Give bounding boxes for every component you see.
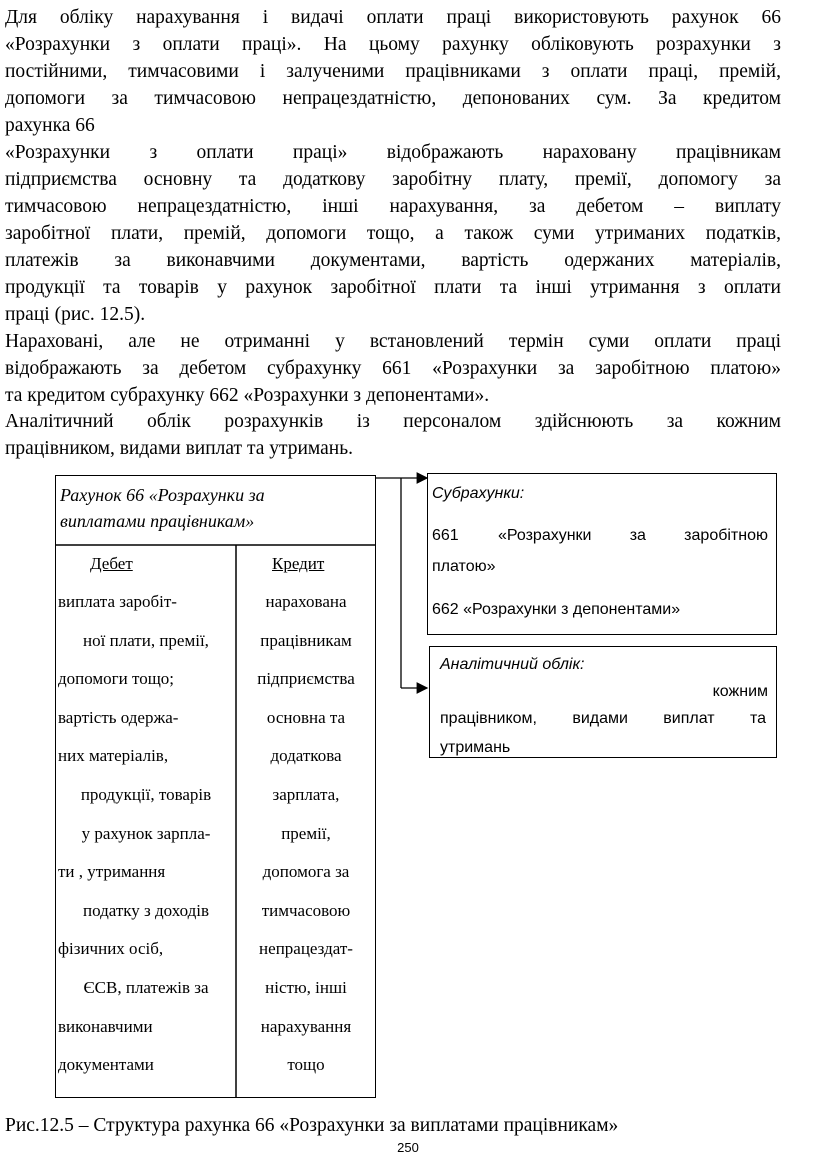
credit-line: підприємства [257, 669, 355, 689]
text-line: допомоги за тимчасовою непрацездатністю, депонованих сум. За кредитом [5, 88, 781, 109]
debit-line: них матеріалів, [58, 746, 169, 766]
account-title-line: Рахунок 66 «Розрахунки за [60, 485, 265, 505]
text-line: рахунка 66 [5, 115, 95, 136]
credit-line: ністю, інші [265, 978, 347, 997]
credit-line: допомога за [262, 862, 350, 882]
analytic-title: Аналітичний облік: [440, 656, 585, 673]
debit-line: ної плати, премії, [83, 630, 209, 650]
analytic-line3: утримань [440, 739, 511, 756]
debit-line: фізичних осіб, [58, 939, 164, 959]
subaccounts-title: Субрахунки: [432, 485, 525, 502]
credit-line: премії, [281, 823, 331, 843]
credit-line: працівникам [260, 630, 352, 650]
debit-line: виплата заробіт- [58, 592, 177, 611]
analytic-line1: кожним [712, 683, 768, 700]
debit-line: податку з доходів [82, 900, 209, 920]
text-line: та кредитом субрахунку 662 «Розрахунки з депонентами». [5, 385, 490, 406]
text-line: «Розрахунки з оплати праці». На цьому рахунку обліковують розрахунки з [5, 34, 781, 55]
text-line: постійними, тимчасовими і залученими працівниками з оплати праці, премій, [5, 61, 781, 82]
analytic-line2: працівником, видами виплат та [440, 710, 766, 727]
credit-line: нарахування [260, 1016, 352, 1036]
debit-line: продукції, товарів [80, 785, 212, 804]
text-line: підприємства основну та додаткову заробітну плату, премії, допомогу за [5, 169, 781, 190]
deposited-paragraph [5, 328, 781, 409]
subaccount-662: 662 «Розрахунки з депонентами» [432, 601, 681, 618]
analytic-line3-clip [440, 736, 766, 756]
debit-line: ти , утримання [58, 862, 166, 882]
credit-line: нарахована [265, 592, 347, 611]
text-line: Нараховані, але не отриманні у встановлений термін суми оплати праці [5, 331, 781, 352]
figure-caption: Рис.12.5 – Структура рахунка 66 «Розрахунки за виплатами працівникам» [5, 1115, 619, 1136]
debit-line: виконавчими [58, 1016, 153, 1036]
subaccount-661-line2: платою» [432, 558, 496, 575]
text-line: праці (рис. 12.5). [5, 304, 146, 325]
debit-line: у рахунок зарпла- [81, 823, 211, 843]
page-number: 250 [397, 1140, 419, 1155]
account-66-title [60, 482, 370, 534]
text-line: працівником, видами виплат та утримань. [5, 438, 354, 459]
text-line: відображають за дебетом субрахунку 661 «Розрахунки за заробітною платою» [5, 358, 781, 379]
analytic-paragraph [5, 408, 781, 462]
debit-line: допомоги тощо; [58, 669, 175, 689]
debit-line: документами [58, 1055, 154, 1075]
credit-line: додаткова [270, 746, 342, 766]
account-title-line: виплатами працівникам» [60, 511, 255, 531]
subaccount-661-number: 661 [432, 527, 459, 544]
text-line: заробітної плати, премій, допомоги тощо, а також суми утриманих податків, [5, 223, 781, 244]
credit-line: зарплата, [272, 785, 340, 804]
credit-line: основна та [266, 707, 346, 727]
debit-line: вартість одержа- [58, 707, 179, 727]
text-line: платежів за виконавчими документами, вартість одержаних матеріалів, [5, 250, 781, 271]
text-line: «Розрахунки з оплати праці» відображають нараховану працівникам [5, 142, 781, 163]
credit-line: непрацездат- [259, 939, 353, 959]
intro-paragraph [5, 4, 781, 139]
debit-line: ЄСВ, платежів за [83, 978, 209, 997]
credit-line: тимчасовою [261, 900, 351, 920]
text-line: Для обліку нарахування і видачі оплати праці використовують рахунок 66 [5, 7, 781, 28]
credit-line: тощо [287, 1055, 325, 1075]
credit-header: Кредит [272, 554, 325, 573]
subaccount-661-line1 [432, 524, 768, 548]
credit-paragraph [5, 139, 781, 328]
debit-header: Дебет [90, 554, 133, 573]
text-line: тимчасовою непрацездатністю, інші нарахування, за дебетом – виплату [5, 196, 781, 217]
text-line: продукції та товарів у рахунок заробітної плати та інші утримання з оплати [5, 277, 781, 298]
text-line: Аналітичний облік розрахунків із персоналом здійснюють за кожним [5, 411, 781, 432]
subaccount-661-title: «Розрахунки за заробітною [498, 527, 768, 544]
